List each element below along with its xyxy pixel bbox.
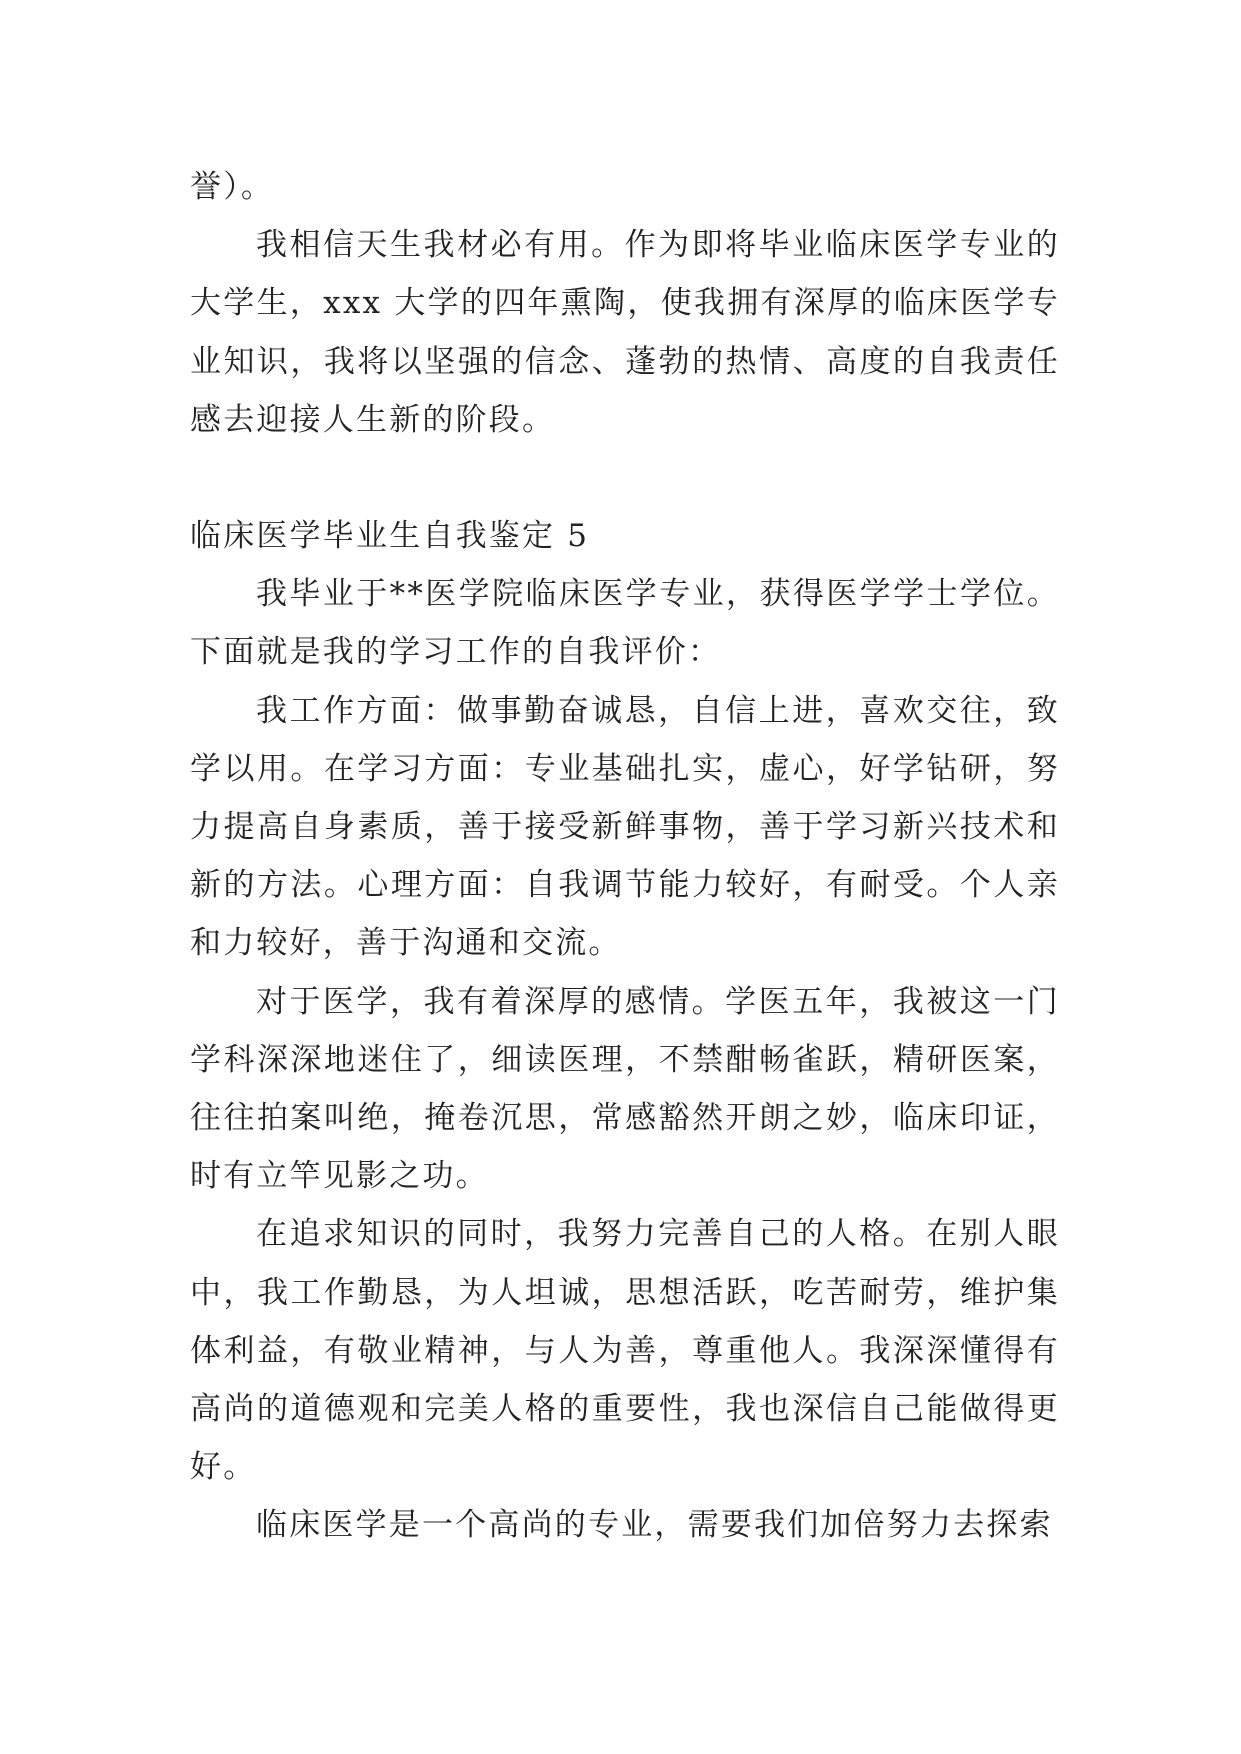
section-paragraph-2: 我工作方面：做事勤奋诚恳，自信上进，喜欢交往，致学以用。在学习方面：专业基础扎实，虚心，好学钻研，努力提高自身素质，善于接受新鲜事物，善于学习新兴技术和新的方法。心理方面：自我调节能力较好，有耐受。个人亲和力较好，善于沟通和交流。 bbox=[190, 692, 1060, 962]
section-paragraph-4: 在追求知识的同时，我努力完善自己的人格。在别人眼中，我工作勤恳，为人坦诚，思想活跃，吃苦耐劳，维护集体利益，有敬业精神，与人为善，尊重他人。我深深懂得有高尚的道德观和完美人格的重要性，我也深信自己能做得更好。 bbox=[190, 1216, 1060, 1486]
section-paragraph-1: 我毕业于**医学院临床医学专业，获得医学学士学位。下面就是我的学习工作的自我评价： bbox=[190, 576, 1060, 671]
document-body bbox=[190, 158, 1060, 1555]
continuation-paragraph: 誉）。 bbox=[190, 169, 275, 205]
section-title: 临床医学毕业生自我鉴定 5 bbox=[190, 518, 590, 555]
section-paragraph-3: 对于医学，我有着深厚的感情。学医五年，我被这一门学科深深地迷住了，细读医理，不禁酣畅雀跃，精研医案，往往拍案叫绝，掩卷沉思，常感豁然开朗之妙，临床印证，时有立竿见影之功。 bbox=[190, 983, 1060, 1195]
section-paragraph-5: 临床医学是一个高尚的专业，需要我们加倍努力去探索 bbox=[256, 1507, 1053, 1544]
intro-paragraph: 我相信天生我材必有用。作为即将毕业临床医学专业的大学生，xxx 大学的四年熏陶，使我拥有深厚的临床医学专业知识，我将以坚强的信念、蓬勃的热情、高度的自我责任感去迎接人生新的阶段。 bbox=[190, 227, 1060, 438]
